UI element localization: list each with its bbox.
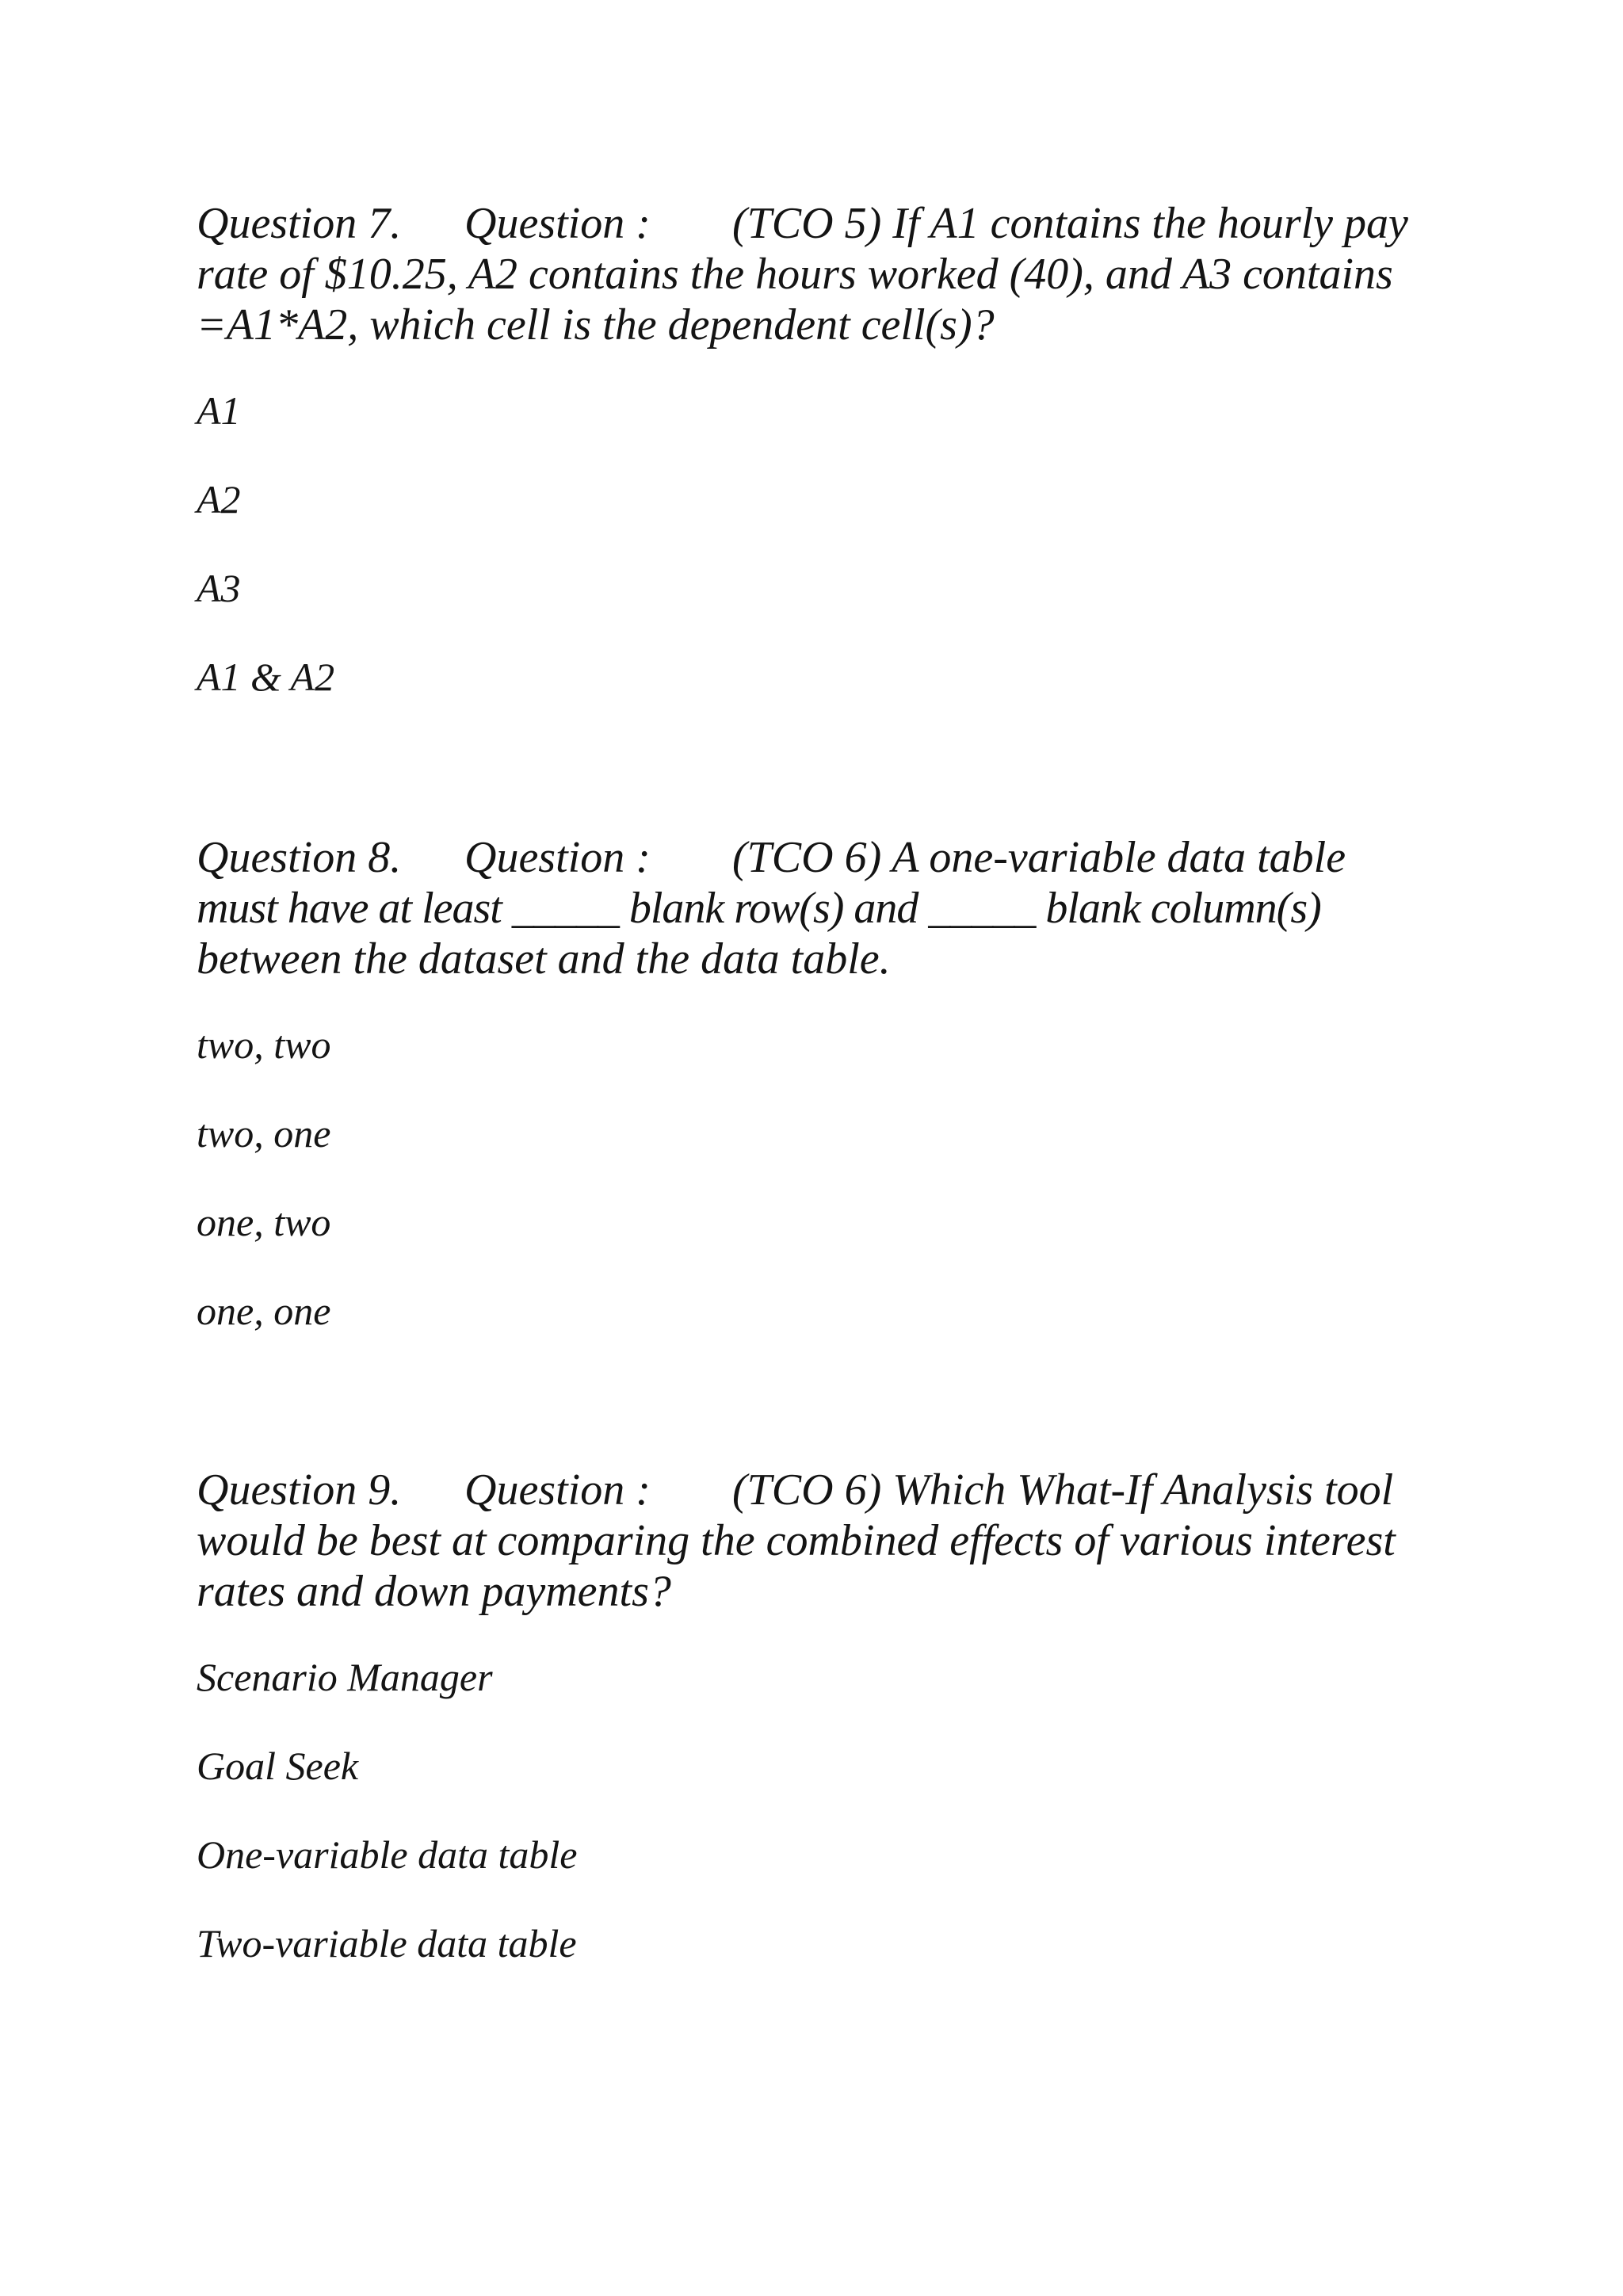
question-text: [197, 832, 1433, 984]
question-line-3: rates and down payments?: [197, 1567, 671, 1616]
answer-option[interactable]: one, two: [197, 1200, 331, 1244]
question-line-2: would be best at comparing the combined effects of various interest: [197, 1516, 1396, 1565]
question-line-2: rate of $10.25, A2 contains the hours worked (40), and A3 contains: [197, 250, 1393, 299]
answer-option[interactable]: Goal Seek: [197, 1744, 359, 1788]
question-line-1: (TCO 6) A one-variable data table: [732, 833, 1346, 882]
question-line-2: must have at least _____ blank row(s) and _____ blank column(s): [197, 884, 1321, 933]
answer-option[interactable]: Two-variable data table: [197, 1921, 577, 1966]
question-number: Question 7.: [197, 199, 402, 248]
question-line-1: (TCO 5) If A1 contains the hourly pay: [732, 199, 1408, 248]
question-number: Question 9.: [197, 1465, 402, 1515]
answer-option[interactable]: two, one: [197, 1111, 331, 1156]
answer-option[interactable]: one, one: [197, 1289, 331, 1333]
question-line-3: between the dataset and the data table.: [197, 934, 891, 984]
question-line-3: =A1*A2, which cell is the dependent cell(s)?: [197, 300, 995, 350]
answer-options: [197, 1005, 1433, 1360]
answer-option[interactable]: One-variable data table: [197, 1832, 578, 1877]
question-word: Question :: [464, 1465, 651, 1515]
question-text: [197, 198, 1433, 350]
question-line-1: (TCO 6) Which What-If Analysis tool: [732, 1465, 1394, 1515]
question-9: [197, 1465, 1433, 1992]
answer-option[interactable]: A3: [197, 566, 241, 610]
question-number: Question 8.: [197, 833, 402, 882]
question-text: [197, 1465, 1433, 1617]
answer-option[interactable]: A2: [197, 477, 241, 521]
answer-options: [197, 371, 1433, 726]
answer-options: [197, 1637, 1433, 1992]
answer-option[interactable]: A1: [197, 388, 241, 433]
question-7: [197, 198, 1433, 726]
question-word: Question :: [464, 833, 651, 882]
question-8: [197, 832, 1433, 1360]
answer-option[interactable]: A1 & A2: [197, 655, 335, 699]
answer-option[interactable]: two, two: [197, 1022, 331, 1067]
answer-option[interactable]: Scenario Manager: [197, 1655, 493, 1699]
question-word: Question :: [464, 199, 651, 248]
